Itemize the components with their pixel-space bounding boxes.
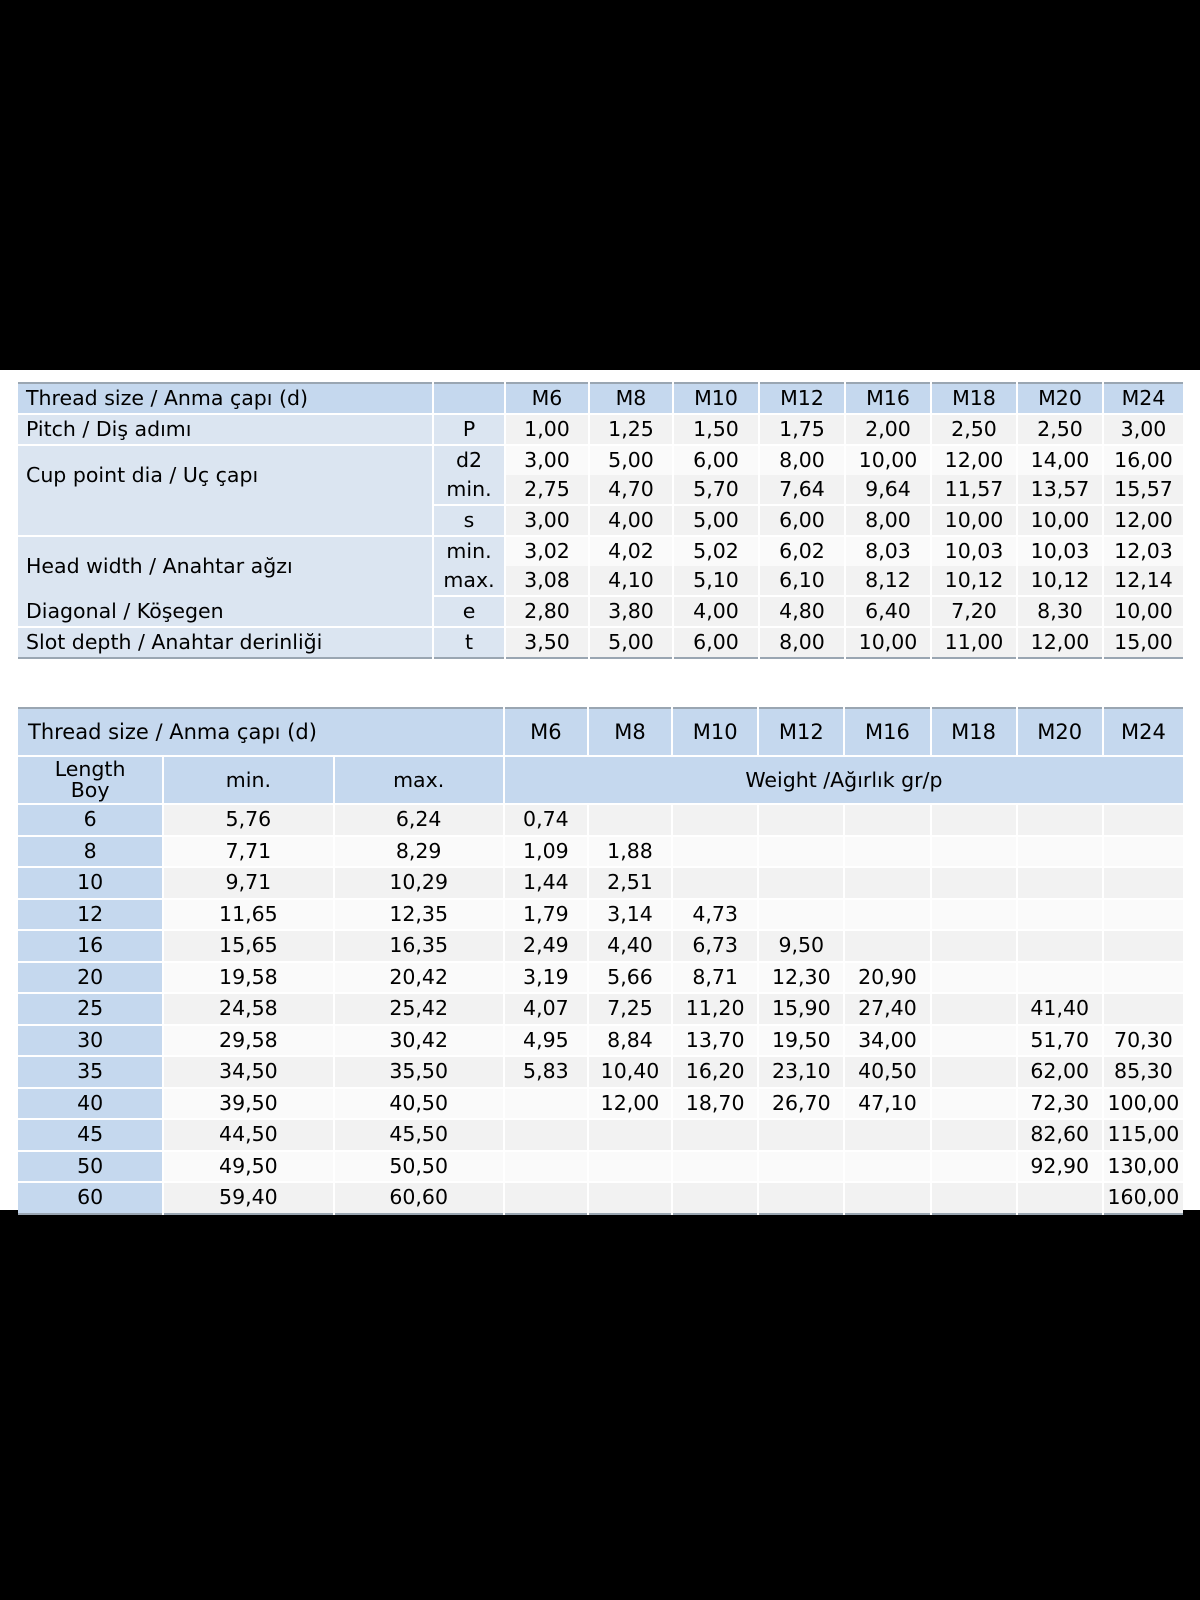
length-value: 20 — [18, 962, 163, 994]
cell: 3,08 — [505, 566, 589, 596]
thread-size-label: Thread size / Anma çapı (d) — [18, 383, 433, 414]
weight-cell — [588, 1182, 672, 1214]
weight-cell — [1103, 962, 1183, 994]
weight-cell: 4,73 — [672, 899, 758, 931]
weight-cell — [758, 836, 844, 868]
cell: 11,57 — [931, 475, 1017, 505]
length-header-line2: Boy — [70, 778, 110, 802]
weight-cell — [931, 930, 1017, 962]
weight-cell — [504, 1088, 588, 1120]
cell: 9,64 — [845, 475, 931, 505]
cell: 3,00 — [505, 445, 589, 475]
table-row — [18, 899, 1183, 931]
max-value: 35,50 — [334, 1056, 504, 1088]
max-value: 40,50 — [334, 1088, 504, 1120]
cell: 10,00 — [1017, 505, 1103, 536]
table-row-subheader — [18, 756, 1183, 804]
cell: 3,80 — [589, 596, 673, 627]
weight-cell: 41,40 — [1017, 993, 1103, 1025]
max-value: 12,35 — [334, 899, 504, 931]
weight-cell: 1,09 — [504, 836, 588, 868]
weight-cell — [1103, 804, 1183, 836]
cell: 8,03 — [845, 536, 931, 566]
table-row — [18, 1025, 1183, 1057]
cell: 5,00 — [589, 445, 673, 475]
cell: 2,00 — [845, 414, 931, 445]
table-row — [18, 596, 1183, 627]
col-header-m12: M12 — [758, 708, 844, 756]
weight-cell — [931, 867, 1017, 899]
cell: 8,00 — [759, 627, 845, 658]
cell: 1,25 — [589, 414, 673, 445]
table-row — [18, 836, 1183, 868]
cell: 2,80 — [505, 596, 589, 627]
cell: 10,12 — [1017, 566, 1103, 596]
cell: 10,03 — [931, 536, 1017, 566]
cell: 4,10 — [589, 566, 673, 596]
weight-cell: 6,73 — [672, 930, 758, 962]
cell: 5,00 — [673, 505, 759, 536]
min-value: 34,50 — [163, 1056, 333, 1088]
min-value: 15,65 — [163, 930, 333, 962]
min-value: 24,58 — [163, 993, 333, 1025]
weight-cell: 47,10 — [844, 1088, 930, 1120]
weight-cell — [844, 1182, 930, 1214]
weight-cell — [844, 899, 930, 931]
cell: 14,00 — [1017, 445, 1103, 475]
cell: 5,02 — [673, 536, 759, 566]
weight-cell — [931, 836, 1017, 868]
max-value: 20,42 — [334, 962, 504, 994]
weight-cell — [1017, 930, 1103, 962]
weight-cell: 115,00 — [1103, 1119, 1183, 1151]
cell: 10,00 — [1103, 596, 1183, 627]
weight-cell: 23,10 — [758, 1056, 844, 1088]
row-symbol-t: t — [433, 627, 505, 658]
row-symbol-min: min. — [433, 536, 505, 566]
weight-cell: 15,90 — [758, 993, 844, 1025]
table-row — [18, 1151, 1183, 1183]
min-value: 49,50 — [163, 1151, 333, 1183]
cell: 3,00 — [505, 505, 589, 536]
cell: 16,00 — [1103, 445, 1183, 475]
length-value: 30 — [18, 1025, 163, 1057]
row-symbol-s: s — [433, 505, 505, 536]
length-value: 12 — [18, 899, 163, 931]
weight-cell — [672, 804, 758, 836]
weight-cell: 4,40 — [588, 930, 672, 962]
weight-cell: 27,40 — [844, 993, 930, 1025]
weight-cell — [758, 867, 844, 899]
weight-cell: 100,00 — [1103, 1088, 1183, 1120]
row-symbol-e: e — [433, 596, 505, 627]
min-value: 44,50 — [163, 1119, 333, 1151]
weight-cell: 3,19 — [504, 962, 588, 994]
cell: 5,70 — [673, 475, 759, 505]
table-row — [18, 930, 1183, 962]
min-value: 5,76 — [163, 804, 333, 836]
weight-cell: 62,00 — [1017, 1056, 1103, 1088]
weight-cell: 2,51 — [588, 867, 672, 899]
table-row — [18, 962, 1183, 994]
cell: 4,02 — [589, 536, 673, 566]
weight-cell — [504, 1182, 588, 1214]
weight-cell: 70,30 — [1103, 1025, 1183, 1057]
min-value: 59,40 — [163, 1182, 333, 1214]
weight-cell — [1103, 899, 1183, 931]
table-row-header — [18, 383, 1183, 414]
cell: 8,00 — [759, 445, 845, 475]
length-value: 40 — [18, 1088, 163, 1120]
table-row — [18, 445, 1183, 475]
cell: 4,70 — [589, 475, 673, 505]
weight-cell: 8,71 — [672, 962, 758, 994]
cell: 1,75 — [759, 414, 845, 445]
col-header-m20: M20 — [1017, 383, 1103, 414]
max-value: 10,29 — [334, 867, 504, 899]
table-row — [18, 536, 1183, 566]
weight-cell: 10,40 — [588, 1056, 672, 1088]
row-label-diagonal: Diagonal / Köşegen — [18, 596, 433, 627]
weight-cell: 12,30 — [758, 962, 844, 994]
col-header-m16: M16 — [844, 708, 930, 756]
length-value: 60 — [18, 1182, 163, 1214]
cell: 10,00 — [845, 445, 931, 475]
col-header-m24: M24 — [1103, 383, 1183, 414]
cell: 4,00 — [673, 596, 759, 627]
length-value: 6 — [18, 804, 163, 836]
weight-cell — [931, 1088, 1017, 1120]
col-header-m12: M12 — [759, 383, 845, 414]
weight-cell — [931, 993, 1017, 1025]
col-header-m8: M8 — [589, 383, 673, 414]
max-value: 8,29 — [334, 836, 504, 868]
cell: 8,00 — [845, 505, 931, 536]
table-spacer — [18, 659, 1183, 707]
weight-cell: 0,74 — [504, 804, 588, 836]
min-value: 11,65 — [163, 899, 333, 931]
col-header-m6: M6 — [505, 383, 589, 414]
weight-cell: 19,50 — [758, 1025, 844, 1057]
cell: 6,10 — [759, 566, 845, 596]
weight-cell: 160,00 — [1103, 1182, 1183, 1214]
weight-cell: 1,88 — [588, 836, 672, 868]
cell: 15,57 — [1103, 475, 1183, 505]
max-value: 60,60 — [334, 1182, 504, 1214]
min-value: 29,58 — [163, 1025, 333, 1057]
row-symbol-p: P — [433, 414, 505, 445]
cell: 10,00 — [931, 505, 1017, 536]
cell: 10,12 — [931, 566, 1017, 596]
cell: 6,00 — [759, 505, 845, 536]
row-label-slot-depth: Slot depth / Anahtar derinliği — [18, 627, 433, 658]
weight-cell: 20,90 — [844, 962, 930, 994]
row-label-pitch: Pitch / Diş adımı — [18, 414, 433, 445]
weight-cell: 4,07 — [504, 993, 588, 1025]
weight-cell — [1103, 836, 1183, 868]
weight-cell — [758, 899, 844, 931]
weight-cell: 9,50 — [758, 930, 844, 962]
min-header: min. — [163, 756, 333, 804]
weight-cell: 16,20 — [672, 1056, 758, 1088]
table-row — [18, 993, 1183, 1025]
weight-cell: 26,70 — [758, 1088, 844, 1120]
table-row — [18, 1119, 1183, 1151]
row-label-blank — [18, 505, 433, 536]
table-row — [18, 414, 1183, 445]
cell: 5,10 — [673, 566, 759, 596]
weight-cell — [672, 867, 758, 899]
cell: 10,00 — [845, 627, 931, 658]
cell: 6,00 — [673, 627, 759, 658]
weight-cell — [588, 804, 672, 836]
weight-cell: 72,30 — [1017, 1088, 1103, 1120]
weight-cell: 4,95 — [504, 1025, 588, 1057]
weight-cell — [672, 1119, 758, 1151]
weight-cell: 82,60 — [1017, 1119, 1103, 1151]
table-row — [18, 505, 1183, 536]
weight-cell — [931, 962, 1017, 994]
dimensions-table — [18, 382, 1183, 659]
cell: 12,00 — [1103, 505, 1183, 536]
weight-cell — [672, 1151, 758, 1183]
weight-cell: 1,79 — [504, 899, 588, 931]
weight-cell — [504, 1119, 588, 1151]
cell: 8,12 — [845, 566, 931, 596]
col-header-m18: M18 — [931, 708, 1017, 756]
weight-cell — [1017, 1182, 1103, 1214]
weight-cell — [504, 1151, 588, 1183]
cell: 15,00 — [1103, 627, 1183, 658]
weight-cell — [844, 804, 930, 836]
weight-cell: 18,70 — [672, 1088, 758, 1120]
weight-cell — [1103, 930, 1183, 962]
cell: 13,57 — [1017, 475, 1103, 505]
max-header: max. — [334, 756, 504, 804]
weight-cell — [844, 836, 930, 868]
weight-cell — [1017, 962, 1103, 994]
weight-cell — [1103, 867, 1183, 899]
row-label-head-width: Head width / Anahtar ağzı — [18, 536, 433, 596]
length-value: 35 — [18, 1056, 163, 1088]
weight-cell: 13,70 — [672, 1025, 758, 1057]
table-row-header — [18, 708, 1183, 756]
weight-cell: 92,90 — [1017, 1151, 1103, 1183]
cell: 12,14 — [1103, 566, 1183, 596]
cell: 1,50 — [673, 414, 759, 445]
weight-cell: 130,00 — [1103, 1151, 1183, 1183]
weight-cell — [1017, 804, 1103, 836]
weight-cell: 51,70 — [1017, 1025, 1103, 1057]
weight-cell — [844, 930, 930, 962]
weight-cell — [758, 1151, 844, 1183]
weight-cell: 5,83 — [504, 1056, 588, 1088]
weight-cell: 2,49 — [504, 930, 588, 962]
weight-table — [18, 707, 1183, 1215]
length-value: 16 — [18, 930, 163, 962]
min-value: 19,58 — [163, 962, 333, 994]
table-row — [18, 867, 1183, 899]
cell: 3,00 — [1103, 414, 1183, 445]
table-row — [18, 627, 1183, 658]
min-value: 39,50 — [163, 1088, 333, 1120]
cell: 1,00 — [505, 414, 589, 445]
cell: 5,00 — [589, 627, 673, 658]
length-value: 10 — [18, 867, 163, 899]
weight-cell — [931, 1151, 1017, 1183]
cell: 12,00 — [931, 445, 1017, 475]
cell: 12,00 — [1017, 627, 1103, 658]
cell: 11,00 — [931, 627, 1017, 658]
weight-cell: 1,44 — [504, 867, 588, 899]
col-header-m18: M18 — [931, 383, 1017, 414]
cell: 2,50 — [1017, 414, 1103, 445]
col-header-m20: M20 — [1017, 708, 1103, 756]
table-row — [18, 1056, 1183, 1088]
col-header-m24: M24 — [1103, 708, 1183, 756]
cell: 7,20 — [931, 596, 1017, 627]
weight-cell — [931, 1056, 1017, 1088]
length-value: 25 — [18, 993, 163, 1025]
length-header-line1: Length — [54, 757, 126, 781]
table-row — [18, 1182, 1183, 1214]
cell: 6,00 — [673, 445, 759, 475]
weight-cell — [931, 1182, 1017, 1214]
cell: 2,75 — [505, 475, 589, 505]
weight-cell — [758, 1119, 844, 1151]
weight-cell: 11,20 — [672, 993, 758, 1025]
cell: 3,50 — [505, 627, 589, 658]
weight-cell: 34,00 — [844, 1025, 930, 1057]
col-header-m10: M10 — [672, 708, 758, 756]
table-row — [18, 1088, 1183, 1120]
weight-cell: 40,50 — [844, 1056, 930, 1088]
weight-cell — [672, 1182, 758, 1214]
table-row — [18, 804, 1183, 836]
row-label-cup-point-dia: Cup point dia / Uç çapı — [18, 445, 433, 505]
weight-cell — [1017, 867, 1103, 899]
col-header-m10: M10 — [673, 383, 759, 414]
cell: 12,03 — [1103, 536, 1183, 566]
cell: 10,03 — [1017, 536, 1103, 566]
weight-cell — [931, 1119, 1017, 1151]
row-symbol-max: max. — [433, 566, 505, 596]
symbol-header — [433, 383, 505, 414]
weight-cell — [931, 899, 1017, 931]
min-value: 9,71 — [163, 867, 333, 899]
weight-cell — [1103, 993, 1183, 1025]
cell: 2,50 — [931, 414, 1017, 445]
weight-cell — [588, 1119, 672, 1151]
cell: 3,02 — [505, 536, 589, 566]
cell: 8,30 — [1017, 596, 1103, 627]
weight-cell — [931, 804, 1017, 836]
max-value: 25,42 — [334, 993, 504, 1025]
row-symbol-d2: d2 — [433, 445, 505, 475]
cell: 7,64 — [759, 475, 845, 505]
weight-cell: 12,00 — [588, 1088, 672, 1120]
weight-cell — [931, 1025, 1017, 1057]
weight-cell: 85,30 — [1103, 1056, 1183, 1088]
weight-cell — [1017, 836, 1103, 868]
tables-container — [18, 382, 1183, 1215]
weight-cell: 5,66 — [588, 962, 672, 994]
col-header-m16: M16 — [845, 383, 931, 414]
cell: 4,80 — [759, 596, 845, 627]
col-header-m8: M8 — [588, 708, 672, 756]
max-value: 16,35 — [334, 930, 504, 962]
weight-cell: 7,25 — [588, 993, 672, 1025]
weight-cell: 3,14 — [588, 899, 672, 931]
weight-cell — [758, 1182, 844, 1214]
weight-cell — [758, 804, 844, 836]
max-value: 30,42 — [334, 1025, 504, 1057]
length-value: 8 — [18, 836, 163, 868]
cell: 6,02 — [759, 536, 845, 566]
length-header — [18, 756, 163, 804]
weight-cell — [672, 836, 758, 868]
cell: 6,40 — [845, 596, 931, 627]
weight-cell — [588, 1151, 672, 1183]
weight-cell — [844, 1151, 930, 1183]
spec-sheet — [0, 370, 1200, 1210]
max-value: 50,50 — [334, 1151, 504, 1183]
min-value: 7,71 — [163, 836, 333, 868]
weight-cell — [844, 1119, 930, 1151]
cell: 4,00 — [589, 505, 673, 536]
weight-cell: 8,84 — [588, 1025, 672, 1057]
row-symbol-min: min. — [433, 475, 505, 505]
col-header-m6: M6 — [504, 708, 588, 756]
max-value: 6,24 — [334, 804, 504, 836]
length-value: 45 — [18, 1119, 163, 1151]
weight-cell — [1017, 899, 1103, 931]
weight-cell — [844, 867, 930, 899]
weight-header: Weight /Ağırlık gr/p — [504, 756, 1183, 804]
max-value: 45,50 — [334, 1119, 504, 1151]
length-value: 50 — [18, 1151, 163, 1183]
thread-size-label: Thread size / Anma çapı (d) — [18, 708, 504, 756]
